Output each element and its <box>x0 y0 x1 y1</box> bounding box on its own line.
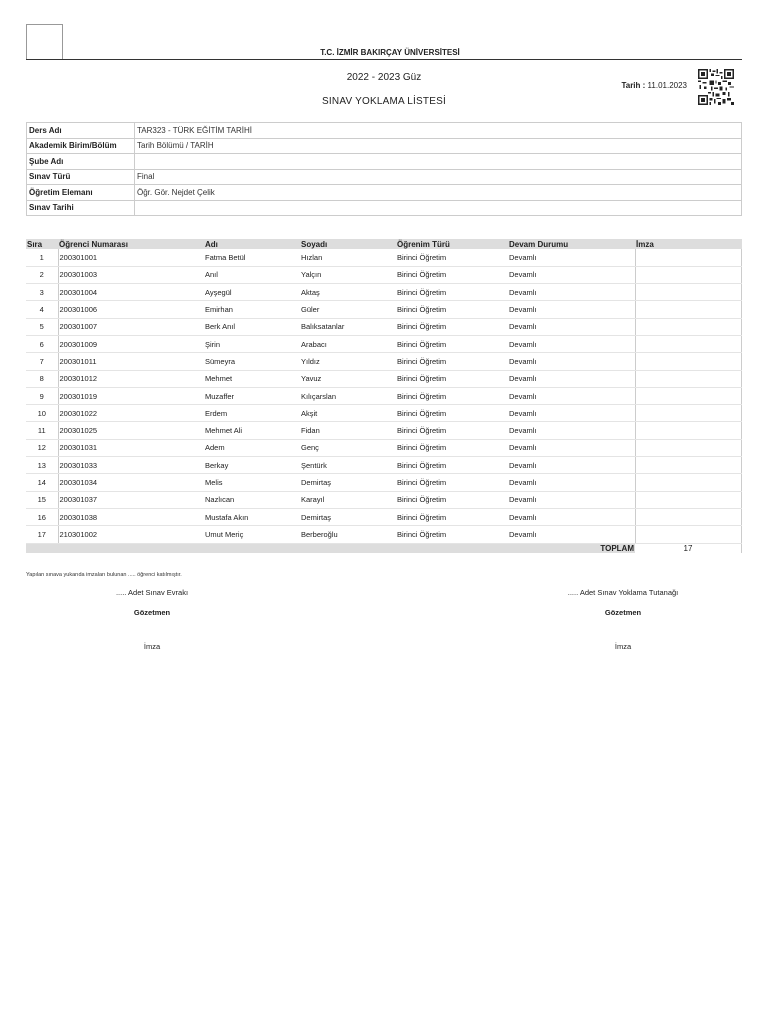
first-name: Adem <box>204 439 300 456</box>
first-name: Mehmet Ali <box>204 422 300 439</box>
education-type: Birinci Öğretim <box>396 491 508 508</box>
signature-cell[interactable] <box>635 284 742 301</box>
header-divider <box>26 59 742 60</box>
row-number: 6 <box>26 335 58 352</box>
table-row <box>26 370 742 387</box>
last-name: Arabacı <box>300 335 396 352</box>
first-name: Muzaffer <box>204 387 300 404</box>
first-name: Mustafa Akın <box>204 508 300 525</box>
table-row <box>26 457 742 474</box>
info-row <box>27 123 742 139</box>
attendance-status: Devamlı <box>508 526 635 543</box>
table-row <box>26 508 742 525</box>
last-name: Şentürk <box>300 457 396 474</box>
student-number: 200301007 <box>58 318 204 335</box>
column-header: Sıra <box>26 239 58 249</box>
last-name: Güler <box>300 301 396 318</box>
table-row <box>26 318 742 335</box>
last-name: Yıldız <box>300 353 396 370</box>
last-name: Berberoğlu <box>300 526 396 543</box>
row-number: 13 <box>26 457 58 474</box>
education-type: Birinci Öğretim <box>396 439 508 456</box>
student-number: 200301003 <box>58 266 204 283</box>
education-type: Birinci Öğretim <box>396 370 508 387</box>
last-name: Demirtaş <box>300 508 396 525</box>
first-name: Berk Anıl <box>204 318 300 335</box>
info-label: Sınav Tarihi <box>27 200 135 216</box>
table-row <box>26 526 742 543</box>
signature-label: İmza <box>614 642 632 651</box>
total-label: TOPLAM <box>26 543 635 553</box>
participation-note: Yapılan sınava yukarıda imzaları bulunan ..... öğrenci katılmıştır. <box>26 572 182 578</box>
column-header: İmza <box>635 239 742 249</box>
row-number: 1 <box>26 249 58 266</box>
education-type: Birinci Öğretim <box>396 301 508 318</box>
attendance-status: Devamlı <box>508 353 635 370</box>
education-type: Birinci Öğretim <box>396 318 508 335</box>
table-row <box>26 387 742 404</box>
attendance-reports-count: ..... Adet Sınav Yoklama Tutanağı <box>567 588 679 597</box>
attendance-status: Devamlı <box>508 474 635 491</box>
attendance-status: Devamlı <box>508 370 635 387</box>
attendance-status: Devamlı <box>508 318 635 335</box>
last-name: Akşit <box>300 405 396 422</box>
total-value: 17 <box>635 543 742 553</box>
qr-code-icon <box>697 69 735 105</box>
info-row <box>27 185 742 201</box>
last-name: Aktaş <box>300 284 396 301</box>
signature-cell[interactable] <box>635 353 742 370</box>
table-row <box>26 284 742 301</box>
first-name: Fatma Betül <box>204 249 300 266</box>
last-name: Balıksatanlar <box>300 318 396 335</box>
attendance-status: Devamlı <box>508 335 635 352</box>
proctor-label: Gözetmen <box>604 608 642 617</box>
education-type: Birinci Öğretim <box>396 284 508 301</box>
education-type: Birinci Öğretim <box>396 457 508 474</box>
attendance-status: Devamlı <box>508 284 635 301</box>
signature-cell[interactable] <box>635 301 742 318</box>
student-number: 200301006 <box>58 301 204 318</box>
column-header: Öğrenci Numarası <box>58 239 204 249</box>
education-type: Birinci Öğretim <box>396 526 508 543</box>
info-label: Öğretim Elemanı <box>27 185 135 201</box>
column-header: Öğrenim Türü <box>396 239 508 249</box>
row-number: 7 <box>26 353 58 370</box>
first-name: Anıl <box>204 266 300 283</box>
page-title: SINAV YOKLAMA LİSTESİ <box>322 96 446 107</box>
column-header: Adı <box>204 239 300 249</box>
info-value: Final <box>135 169 742 185</box>
info-value: Tarih Bölümü / TARİH <box>135 138 742 154</box>
last-name: Demirtaş <box>300 474 396 491</box>
info-row <box>27 169 742 185</box>
last-name: Hızlan <box>300 249 396 266</box>
last-name: Yalçın <box>300 266 396 283</box>
signature-cell[interactable] <box>635 387 742 404</box>
education-type: Birinci Öğretim <box>396 387 508 404</box>
date-value: 11.01.2023 <box>647 81 687 90</box>
proctor-label: Gözetmen <box>133 608 171 617</box>
last-name: Kılıçarslan <box>300 387 396 404</box>
row-number: 5 <box>26 318 58 335</box>
row-number: 14 <box>26 474 58 491</box>
signature-cell[interactable] <box>635 335 742 352</box>
last-name: Fidan <box>300 422 396 439</box>
info-label: Ders Adı <box>27 123 135 139</box>
info-row <box>27 154 742 170</box>
info-row <box>27 138 742 154</box>
last-name: Karayıl <box>300 491 396 508</box>
student-number: 200301004 <box>58 284 204 301</box>
date-block <box>621 81 687 90</box>
course-info-table <box>26 122 742 216</box>
row-number: 3 <box>26 284 58 301</box>
signature-cell[interactable] <box>635 508 742 525</box>
last-name: Genç <box>300 439 396 456</box>
table-row <box>26 335 742 352</box>
attendance-status: Devamlı <box>508 508 635 525</box>
attendance-status: Devamlı <box>508 491 635 508</box>
attendance-status: Devamlı <box>508 439 635 456</box>
row-number: 15 <box>26 491 58 508</box>
education-type: Birinci Öğretim <box>396 422 508 439</box>
attendance-table <box>26 239 742 553</box>
info-label: Şube Adı <box>27 154 135 170</box>
student-number: 200301037 <box>58 491 204 508</box>
info-value <box>135 200 742 216</box>
signature-cell[interactable] <box>635 439 742 456</box>
attendance-status: Devamlı <box>508 387 635 404</box>
first-name: Melis <box>204 474 300 491</box>
attendance-status: Devamlı <box>508 301 635 318</box>
attendance-status: Devamlı <box>508 457 635 474</box>
row-number: 16 <box>26 508 58 525</box>
first-name: Şirin <box>204 335 300 352</box>
attendance-status: Devamlı <box>508 422 635 439</box>
info-value: TAR323 - TÜRK EĞİTİM TARİHİ <box>135 123 742 139</box>
first-name: Nazlıcan <box>204 491 300 508</box>
university-name: T.C. İZMİR BAKIRÇAY ÜNİVERSİTESİ <box>320 48 460 57</box>
table-row <box>26 266 742 283</box>
student-number: 200301011 <box>58 353 204 370</box>
exam-papers-count: ..... Adet Sınav Evrakı <box>115 588 189 597</box>
signature-cell[interactable] <box>635 370 742 387</box>
student-number: 200301034 <box>58 474 204 491</box>
row-number: 9 <box>26 387 58 404</box>
signature-cell[interactable] <box>635 405 742 422</box>
student-number: 200301019 <box>58 387 204 404</box>
column-header: Devam Durumu <box>508 239 635 249</box>
info-value: Öğr. Gör. Nejdet Çelik <box>135 185 742 201</box>
row-number: 11 <box>26 422 58 439</box>
last-name: Yavuz <box>300 370 396 387</box>
student-number: 200301025 <box>58 422 204 439</box>
right-signature-block <box>560 588 686 651</box>
table-row <box>26 353 742 370</box>
signature-label: İmza <box>143 642 161 651</box>
signature-cell[interactable] <box>635 249 742 266</box>
table-row <box>26 491 742 508</box>
table-row <box>26 439 742 456</box>
date-label: Tarih : <box>621 81 646 90</box>
signature-cell[interactable] <box>635 457 742 474</box>
student-number: 200301038 <box>58 508 204 525</box>
first-name: Emirhan <box>204 301 300 318</box>
student-number: 210301002 <box>58 526 204 543</box>
student-number: 200301022 <box>58 405 204 422</box>
signature-cell[interactable] <box>635 474 742 491</box>
signature-cell[interactable] <box>635 266 742 283</box>
first-name: Berkay <box>204 457 300 474</box>
row-number: 12 <box>26 439 58 456</box>
first-name: Erdem <box>204 405 300 422</box>
total-row <box>26 543 742 553</box>
education-type: Birinci Öğretim <box>396 405 508 422</box>
row-number: 10 <box>26 405 58 422</box>
education-type: Birinci Öğretim <box>396 474 508 491</box>
table-row <box>26 405 742 422</box>
info-row <box>27 200 742 216</box>
first-name: Sümeyra <box>204 353 300 370</box>
term: 2022 - 2023 Güz <box>346 72 422 83</box>
student-number: 200301031 <box>58 439 204 456</box>
row-number: 8 <box>26 370 58 387</box>
education-type: Birinci Öğretim <box>396 508 508 525</box>
education-type: Birinci Öğretim <box>396 266 508 283</box>
signature-cell[interactable] <box>635 491 742 508</box>
table-header-row <box>26 239 742 249</box>
student-number: 200301012 <box>58 370 204 387</box>
signature-cell[interactable] <box>635 318 742 335</box>
education-type: Birinci Öğretim <box>396 353 508 370</box>
row-number: 4 <box>26 301 58 318</box>
table-row <box>26 249 742 266</box>
student-number: 200301009 <box>58 335 204 352</box>
info-value <box>135 154 742 170</box>
first-name: Ayşegül <box>204 284 300 301</box>
table-row <box>26 301 742 318</box>
signature-cell[interactable] <box>635 526 742 543</box>
attendance-status: Devamlı <box>508 405 635 422</box>
left-signature-block <box>100 588 204 651</box>
table-row <box>26 422 742 439</box>
info-label: Sınav Türü <box>27 169 135 185</box>
education-type: Birinci Öğretim <box>396 335 508 352</box>
student-number: 200301033 <box>58 457 204 474</box>
education-type: Birinci Öğretim <box>396 249 508 266</box>
attendance-status: Devamlı <box>508 249 635 266</box>
first-name: Umut Meriç <box>204 526 300 543</box>
attendance-status: Devamlı <box>508 266 635 283</box>
row-number: 2 <box>26 266 58 283</box>
student-number: 200301001 <box>58 249 204 266</box>
table-row <box>26 474 742 491</box>
column-header: Soyadı <box>300 239 396 249</box>
info-label: Akademik Birim/Bölüm <box>27 138 135 154</box>
signature-cell[interactable] <box>635 422 742 439</box>
row-number: 17 <box>26 526 58 543</box>
first-name: Mehmet <box>204 370 300 387</box>
